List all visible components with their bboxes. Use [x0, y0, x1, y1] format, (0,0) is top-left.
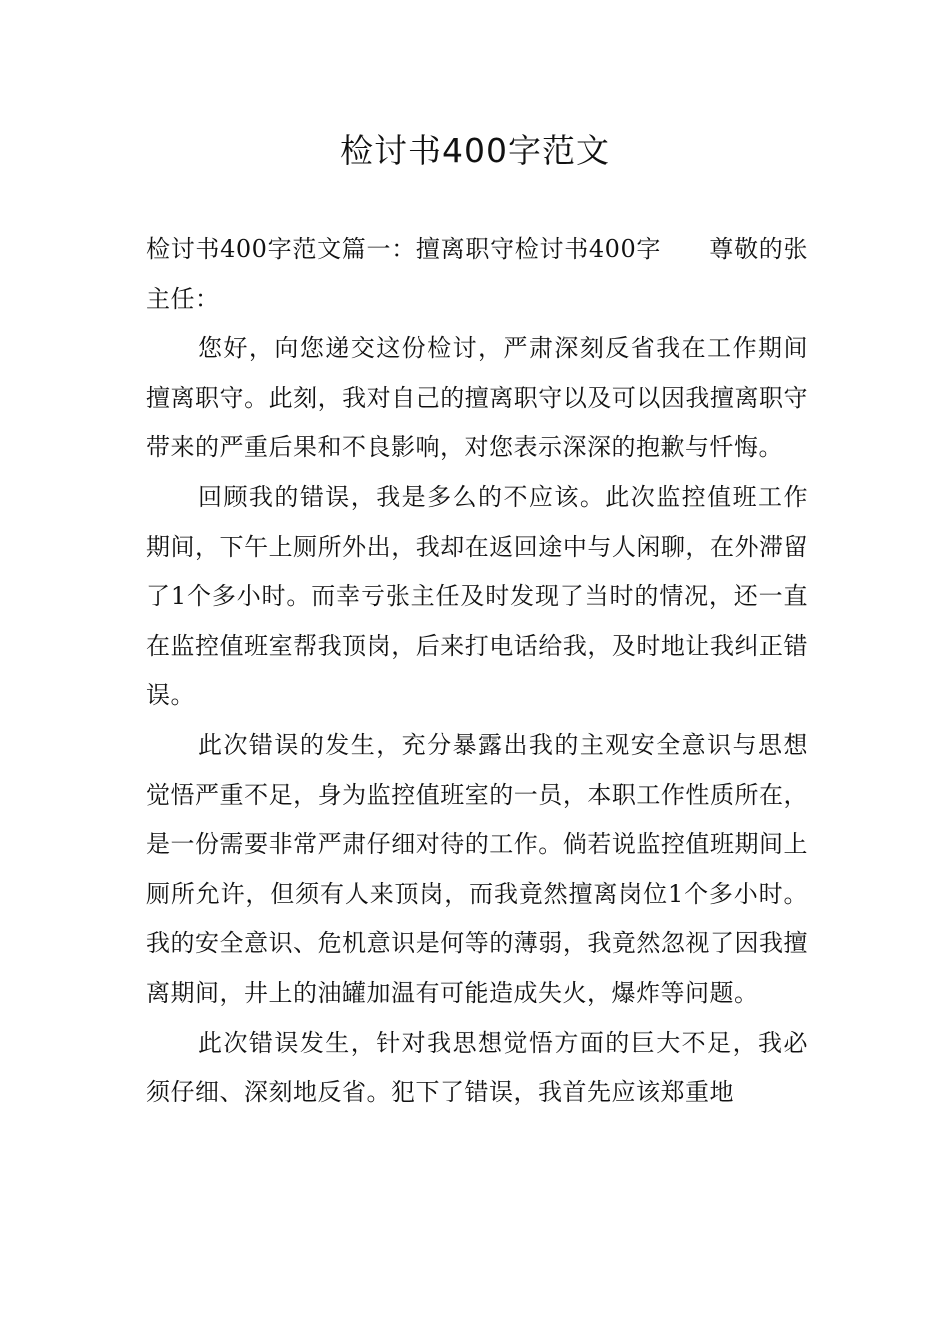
paragraph-1: 您好，向您递交这份检讨，严肃深刻反省我在工作期间擅离职守。此刻，我对自己的擅离职守以及可以因我擅离职守带来的严重后果和不良影响，对您表示深深的抱歉与忏悔。	[146, 334, 808, 462]
opening-line	[146, 225, 808, 324]
paragraph-4: 此次错误发生，针对我思想觉悟方面的巨大不足，我必须仔细、深刻地反省。犯下了错误，我首先应该郑重地	[146, 1028, 808, 1107]
opening-heading: 检讨书400字范文篇一：擅离职守检讨书400字	[146, 235, 662, 263]
document-body	[146, 225, 808, 1118]
salutation: 尊敬的张主任：	[146, 235, 809, 313]
document-title: 检讨书400字范文	[340, 131, 610, 170]
paragraph-2: 回顾我的错误，我是多么的不应该。此次监控值班工作期间，下午上厕所外出，我却在返回途中与人闲聊，在外滞留了1个多小时。而幸亏张主任及时发现了当时的情况，还一直在监控值班室帮我顶岗，后来打电话给我，及时地让我纠正错误。	[146, 482, 808, 710]
paragraph-3: 此次错误的发生，充分暴露出我的主观安全意识与思想觉悟严重不足，身为监控值班室的一员，本职工作性质所在，是一份需要非常严肃仔细对待的工作。倘若说监控值班期间上厕所允许，但须有人来顶岗，而我竟然擅离岗位1个多小时。我的安全意识、危机意识是何等的薄弱，我竟然忽视了因我擅离期间，井上的油罐加温有可能造成失火，爆炸等问题。	[146, 730, 808, 1007]
